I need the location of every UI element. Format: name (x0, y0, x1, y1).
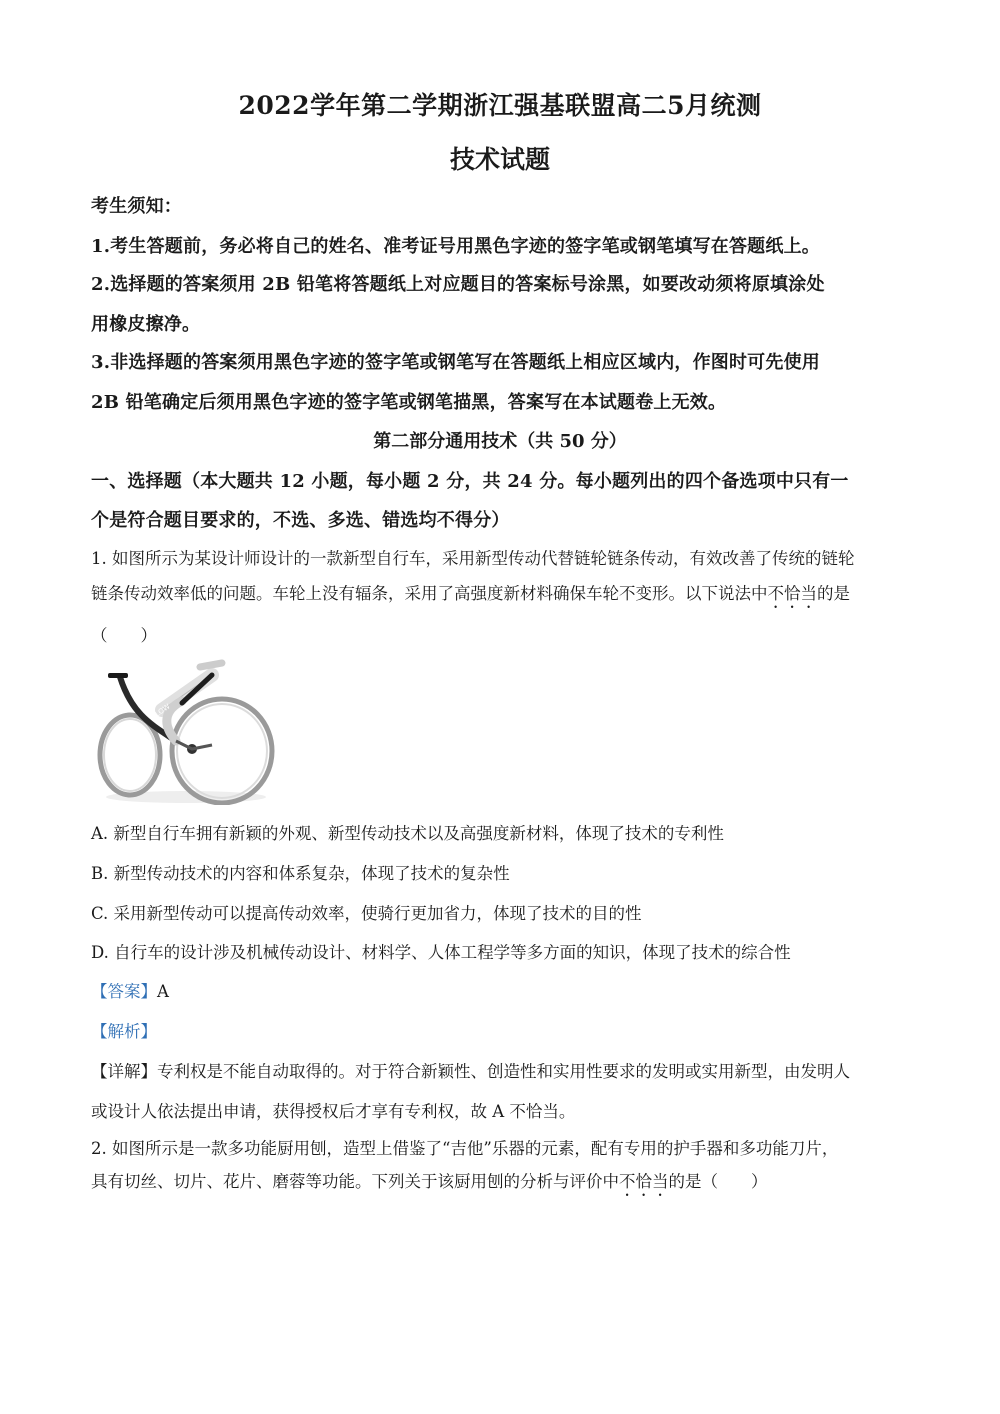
q1-option-b: B. 新型传动技术的内容和体系复杂，体现了技术的复杂性 (91, 864, 510, 883)
notice-item-2-line-2: 用橡皮擦净。 (91, 314, 201, 335)
detail-tag: 【详解】 (91, 1062, 157, 1081)
q1-option-a: A. 新型自行车拥有新颖的外观、新型传动技术以及高强度新材料，体现了技术的专利性 (91, 824, 724, 843)
emphasis-text: 不恰当 (767, 584, 817, 603)
emphasis-text: 不恰当 (619, 1172, 669, 1191)
answer-value: A (157, 982, 169, 1001)
q1-detail-line-1: 【详解】专利权是不能自动取得的。对于符合新颖性、创造性和实用性要求的发明或实用新型，由发明人 (91, 1062, 850, 1081)
bicycle-image (92, 655, 280, 805)
notice-heading: 考生须知： (91, 196, 182, 217)
exam-subtitle: 技术试题 (449, 145, 550, 174)
notice-item-3-line-2: 2B 铅笔确定后须用黑色字迹的签字笔或钢笔描黑，答案写在本试题卷上无效。 (91, 392, 727, 413)
q1-answer (91, 978, 169, 1002)
part-heading-line-1: 一、选择题（本大题共 12 小题，每小题 2 分，共 24 分。每小题列出的四个备选项中只有一 (91, 471, 849, 492)
exam-title: 2022学年第二学期浙江强基联盟高二5月统测 (238, 91, 762, 120)
answer-tag: 【答案】 (91, 982, 157, 1001)
bicycle-brand-label: FLOW (150, 702, 172, 721)
q1-analysis-tag: 【解析】 (91, 1022, 157, 1041)
q1-answer-blank: （ ） (91, 626, 157, 645)
section-title: 第二部分通用技术（共 50 分） (373, 431, 627, 452)
q1-option-c: C. 采用新型传动可以提高传动效率，使骑行更加省力，体现了技术的目的性 (91, 904, 642, 923)
q1-stem-line-2: 链条传动效率低的问题。车轮上没有辐条，采用了高强度新材料确保车轮不变形。以下说法中不恰当的是 (91, 584, 850, 603)
q1-stem-line-1: 1. 如图所示为某设计师设计的一款新型自行车，采用新型传动代替链轮链条传动，有效改善了传统的链轮 (91, 549, 855, 568)
q1-detail-line-2: 或设计人依法提出申请，获得授权后才享有专利权，故 A 不恰当。 (91, 1102, 576, 1121)
q1-option-d: D. 自行车的设计涉及机械传动设计、材料学、人体工程学等多方面的知识，体现了技术的综合性 (91, 943, 791, 962)
notice-item-1: 1.考生答题前，务必将自己的姓名、准考证号用黑色字迹的签字笔或钢笔填写在答题纸上。 (91, 236, 820, 257)
q2-stem-line-1: 2. 如图所示是一款多功能厨用刨，造型上借鉴了“吉他”乐器的元素，配有专用的护手器和多功能刀片， (91, 1139, 839, 1158)
part-heading-line-2: 个是符合题目要求的，不选、多选、错选均不得分） (91, 510, 510, 531)
q2-stem-line-2: 具有切丝、切片、花片、磨蓉等功能。下列关于该厨用刨的分析与评价中不恰当的是（ ） (91, 1172, 768, 1191)
notice-item-2-line-1: 2.选择题的答案须用 2B 铅笔将答题纸上对应题目的答案标号涂黑，如要改动须将原填涂处 (91, 274, 825, 295)
notice-item-3-line-1: 3.非选择题的答案须用黑色字迹的签字笔或钢笔写在答题纸上相应区域内，作图时可先使用 (91, 352, 820, 373)
